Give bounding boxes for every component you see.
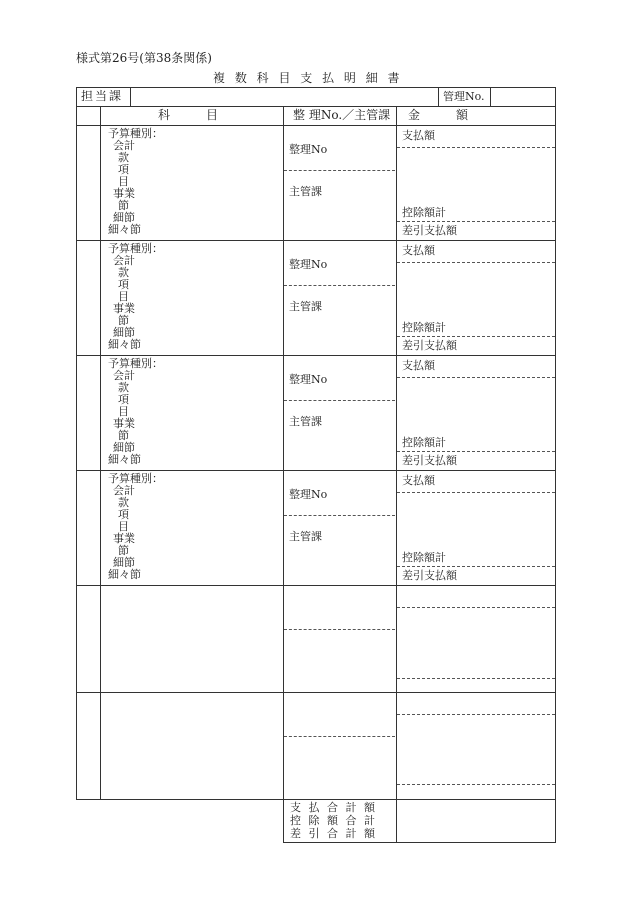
setsu-label: 節 [118, 199, 129, 212]
jigyou-label: 事業 [113, 302, 135, 315]
moku-label: 目 [118, 520, 129, 533]
col-kamoku: 科 目 [158, 108, 219, 122]
saisaisetsu-label: 細々節 [108, 223, 141, 236]
col-kingaku: 金 額 [408, 108, 469, 122]
kanri-input[interactable] [492, 89, 553, 105]
shukan-label: 主管課 [289, 185, 322, 198]
tanto-label: 担当課 [81, 89, 124, 103]
sashihiki-label: 差引支払額 [402, 569, 457, 582]
kaikei-label: 会計 [113, 369, 135, 382]
shiharai-label: 支払額 [402, 244, 435, 257]
seiri-no-label: 整理No [289, 373, 328, 386]
kou-label: 項 [118, 278, 129, 291]
moku-label: 目 [118, 405, 129, 418]
shukan-label: 主管課 [289, 415, 322, 428]
total-sashihiki-label: 差 引 合 計 額 [290, 827, 377, 840]
yosan-label: 予算種別： [108, 127, 163, 140]
saisaisetsu-label: 細々節 [108, 568, 141, 581]
kan-label: 款 [118, 151, 129, 164]
sashihiki-label: 差引支払額 [402, 339, 457, 352]
col-seiri: 整 理No.／主管課 [293, 108, 391, 122]
kaikei-label: 会計 [113, 139, 135, 152]
kaikei-label: 会計 [113, 484, 135, 497]
saisetsu-label: 細節 [113, 326, 135, 339]
sashihiki-label: 差引支払額 [402, 224, 457, 237]
jigyou-label: 事業 [113, 187, 135, 200]
setsu-label: 節 [118, 544, 129, 557]
moku-label: 目 [118, 290, 129, 303]
seiri-no-label: 整理No [289, 258, 328, 271]
form-number: 様式第26号(第38条関係) [76, 51, 212, 65]
kou-label: 項 [118, 163, 129, 176]
setsu-label: 節 [118, 429, 129, 442]
koujo-label: 控除額計 [402, 206, 446, 219]
yosan-label: 予算種別： [108, 357, 163, 370]
saisaisetsu-label: 細々節 [108, 338, 141, 351]
total-shiharai-label: 支 払 合 計 額 [290, 801, 377, 814]
jigyou-label: 事業 [113, 532, 135, 545]
kanri-label: 管理No. [443, 90, 485, 103]
tanto-input[interactable] [132, 89, 436, 105]
kaikei-label: 会計 [113, 254, 135, 267]
shukan-label: 主管課 [289, 530, 322, 543]
setsu-label: 節 [118, 314, 129, 327]
shiharai-label: 支払額 [402, 359, 435, 372]
koujo-label: 控除額計 [402, 321, 446, 334]
saisaisetsu-label: 細々節 [108, 453, 141, 466]
shiharai-label: 支払額 [402, 129, 435, 142]
saisetsu-label: 細節 [113, 441, 135, 454]
shukan-label: 主管課 [289, 300, 322, 313]
totals-amount-field[interactable] [398, 801, 553, 841]
sashihiki-label: 差引支払額 [402, 454, 457, 467]
page-title: 複 数 科 目 支 払 明 細 書 [213, 71, 403, 85]
kou-label: 項 [118, 508, 129, 521]
saisetsu-label: 細節 [113, 556, 135, 569]
saisetsu-label: 細節 [113, 211, 135, 224]
kan-label: 款 [118, 496, 129, 509]
koujo-label: 控除額計 [402, 551, 446, 564]
seiri-no-label: 整理No [289, 488, 328, 501]
kan-label: 款 [118, 266, 129, 279]
yosan-label: 予算種別： [108, 242, 163, 255]
seiri-no-label: 整理No [289, 143, 328, 156]
shiharai-label: 支払額 [402, 474, 435, 487]
total-koujo-label: 控 除 額 合 計 [290, 814, 377, 827]
kou-label: 項 [118, 393, 129, 406]
kan-label: 款 [118, 381, 129, 394]
moku-label: 目 [118, 175, 129, 188]
jigyou-label: 事業 [113, 417, 135, 430]
yosan-label: 予算種別： [108, 472, 163, 485]
koujo-label: 控除額計 [402, 436, 446, 449]
